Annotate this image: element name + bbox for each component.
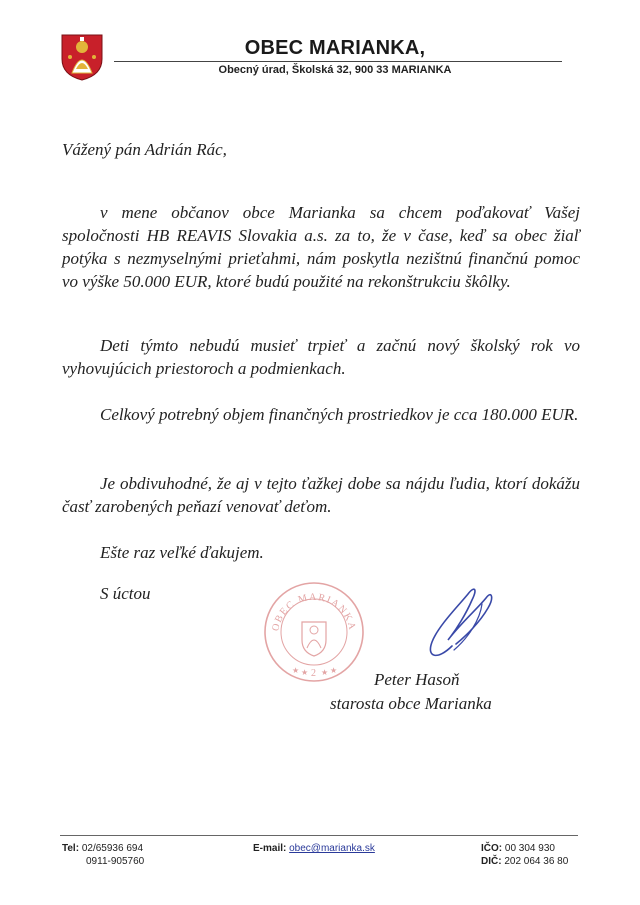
footer-divider bbox=[60, 835, 578, 836]
regards-line: S úctou bbox=[100, 584, 151, 603]
stamp-text: OBEC MARIANKA bbox=[270, 591, 358, 633]
ico-label: IČO: bbox=[481, 843, 503, 854]
handwritten-signature bbox=[408, 568, 518, 678]
tel-number-2: 0911-905760 bbox=[86, 856, 145, 867]
coat-of-arms-icon bbox=[60, 33, 104, 81]
paragraph-3: Celkový potrebný objem finančných prostriedkov je cca 180.000 EUR. bbox=[100, 405, 579, 424]
paragraph-1: v mene občanov obce Marianka sa chcem poďakovať Vašej spoločnosti HB REAVIS Slovakia a.s. za to, že v čase, keď sa obec žiaľ potýka s nezmyselnými prieťahmi, nám poskytla nezištnú finančnú pomoc vo výške 50.000 EUR, ktoré budú použité na rekonštrukciu škôlky. bbox=[62, 203, 580, 291]
svg-text:★: ★ bbox=[292, 666, 300, 675]
stamp-number: 2 bbox=[311, 668, 316, 679]
dic-label: DIČ: bbox=[481, 856, 502, 867]
svg-text:★: ★ bbox=[301, 668, 309, 677]
municipality-title: OBEC MARIANKA, bbox=[244, 37, 426, 59]
svg-text:★: ★ bbox=[330, 666, 338, 675]
paragraph-4: Je obdivuhodné, že aj v tejto ťažkej dobe sa nájdu ľudia, ktorí dokážu časť zarobených peňazí venovať deťom. bbox=[62, 474, 580, 516]
email-label: E-mail: bbox=[253, 843, 287, 854]
signatory-title: starosta obce Marianka bbox=[330, 694, 492, 713]
header-divider bbox=[114, 61, 562, 62]
paragraph-2: Deti týmto nebudú musieť trpieť a začnú nový školský rok vo vyhovujúcich priestoroch a podmienkach. bbox=[62, 336, 580, 378]
signatory-name: Peter Hasoň bbox=[374, 670, 460, 689]
footer-dic bbox=[481, 856, 568, 868]
tel-number-1: 02/65936 694 bbox=[81, 843, 143, 854]
official-stamp-icon bbox=[262, 580, 366, 684]
office-address: Obecný úrad, Školská 32, 900 33 MARIANKA bbox=[218, 64, 452, 76]
tel-label: Tel: bbox=[62, 843, 80, 854]
footer-phone bbox=[62, 843, 143, 855]
svg-text:★: ★ bbox=[321, 668, 329, 677]
footer-email bbox=[253, 843, 375, 855]
salutation: Vážený pán Adrián Rác, bbox=[62, 140, 227, 159]
footer-ico bbox=[481, 843, 555, 855]
ico-value: 00 304 930 bbox=[504, 843, 555, 854]
email-link[interactable]: obec@marianka.sk bbox=[289, 843, 375, 854]
dic-value: 202 064 36 80 bbox=[504, 856, 569, 867]
closing-line: Ešte raz veľké ďakujem. bbox=[100, 543, 264, 562]
